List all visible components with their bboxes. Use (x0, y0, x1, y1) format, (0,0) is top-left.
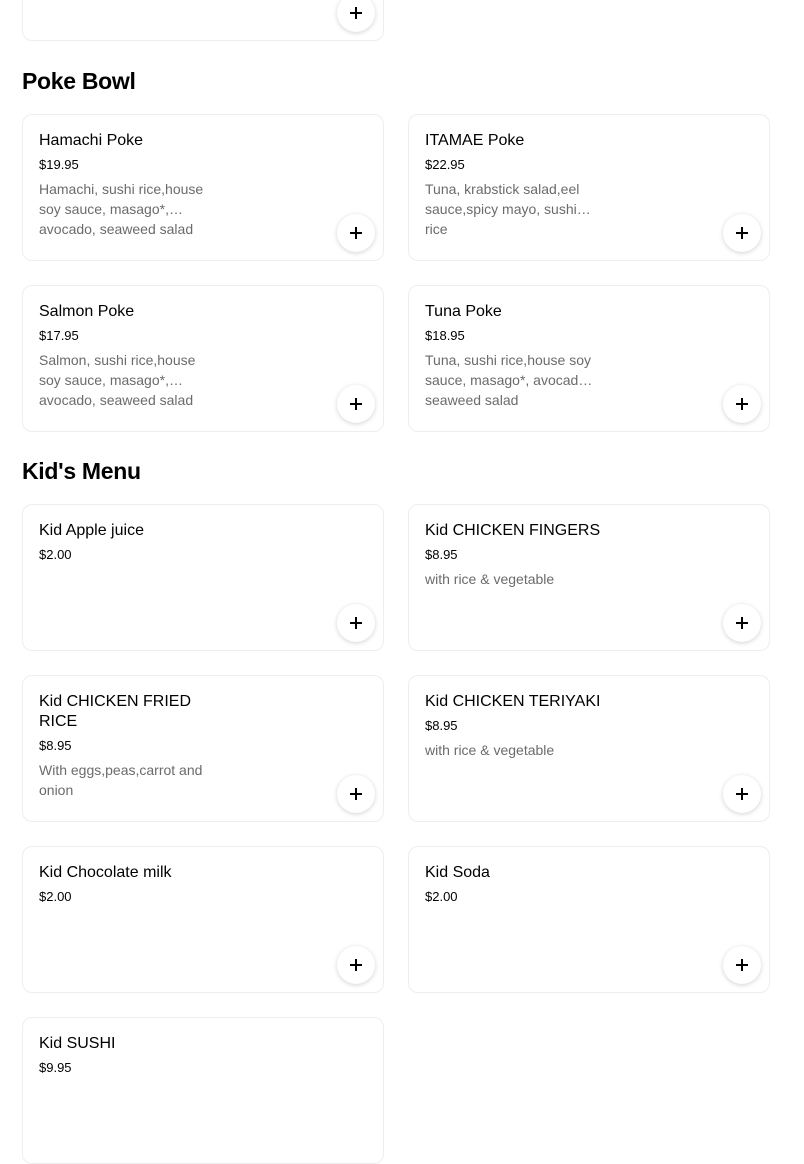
add-item-button[interactable] (723, 214, 761, 252)
item-price: $22.95 (425, 157, 465, 172)
item-price: $2.00 (425, 889, 458, 904)
item-name: Salmon Poke (39, 303, 135, 320)
menu-item-card-itamae-poke[interactable] (408, 114, 770, 261)
plus-icon (350, 227, 362, 239)
section-heading-kids-menu: Kid's Menu (22, 458, 141, 484)
menu-item-card-hamachi-poke[interactable] (22, 114, 384, 261)
menu-item-card-kid-apple-juice[interactable] (22, 504, 384, 651)
menu-item-card-previous[interactable] (22, 0, 384, 41)
add-item-button[interactable] (337, 604, 375, 642)
plus-icon (350, 7, 362, 19)
add-item-button[interactable] (723, 775, 761, 813)
plus-icon (736, 227, 748, 239)
menu-item-card-kid-sushi[interactable] (22, 1017, 384, 1164)
item-price: $8.95 (39, 738, 72, 753)
item-description: Hamachi, sushi rice,house soy sauce, masago*, avocado, seaweed salad (39, 181, 204, 237)
item-name: ITAMAE Poke (425, 132, 525, 149)
add-item-button[interactable] (337, 385, 375, 423)
add-item-button[interactable] (723, 604, 761, 642)
item-price: $8.95 (425, 718, 458, 733)
plus-icon (736, 617, 748, 629)
item-description: with rice & vegetable (425, 571, 555, 587)
item-description: Salmon, sushi rice,house soy sauce, masago*, avocado, seaweed salad (39, 352, 196, 408)
menu-item-card-kid-chicken-teriyaki[interactable] (408, 675, 770, 822)
item-name: Kid Apple juice (39, 522, 144, 539)
section-heading-poke-bowl: Poke Bowl (22, 68, 136, 94)
menu-item-card-kid-chicken-fingers[interactable] (408, 504, 770, 651)
item-name: Hamachi Poke (39, 132, 144, 149)
menu-item-card-kid-chocolate-milk[interactable] (22, 846, 384, 993)
item-price: $2.00 (39, 889, 72, 904)
item-name: Kid Soda (425, 864, 490, 881)
item-description: Tuna, krabstick salad,eel sauce,spicy mayo, sushi rice (425, 181, 580, 237)
item-price: $17.95 (39, 328, 79, 343)
add-item-button[interactable] (337, 214, 375, 252)
item-name: Tuna Poke (425, 303, 502, 320)
item-name: Kid CHICKEN TERIYAKI (425, 693, 601, 710)
item-price: $2.00 (39, 547, 72, 562)
add-item-button[interactable] (723, 385, 761, 423)
menu-item-card-tuna-poke[interactable] (408, 285, 770, 432)
menu-item-card-kid-soda[interactable] (408, 846, 770, 993)
item-name: Kid CHICKEN FRIED RICE (39, 693, 192, 730)
plus-icon (350, 617, 362, 629)
plus-icon (350, 788, 362, 800)
item-name: Kid Chocolate milk (39, 864, 172, 881)
plus-icon (736, 959, 748, 971)
item-description: Tuna, sushi rice,house soy sauce, masago*, avocado, seaweed salad (425, 352, 592, 408)
add-item-button[interactable] (337, 0, 375, 32)
plus-icon (350, 398, 362, 410)
item-price: $18.95 (425, 328, 465, 343)
menu-item-card-salmon-poke[interactable] (22, 285, 384, 432)
plus-icon (736, 788, 748, 800)
add-item-button[interactable] (337, 775, 375, 813)
add-item-button[interactable] (337, 946, 375, 984)
menu-item-card-kid-chicken-fried-rice[interactable] (22, 675, 384, 822)
add-item-button[interactable] (723, 946, 761, 984)
item-name: Kid CHICKEN FINGERS (425, 522, 601, 539)
plus-icon (736, 398, 748, 410)
item-price: $8.95 (425, 547, 458, 562)
item-price: $19.95 (39, 157, 79, 172)
item-description: with rice & vegetable (425, 742, 555, 758)
item-description: With eggs,peas,carrot and onion (39, 762, 203, 798)
item-price: $9.95 (39, 1060, 72, 1075)
plus-icon (350, 959, 362, 971)
item-name: Kid SUSHI (39, 1035, 116, 1052)
